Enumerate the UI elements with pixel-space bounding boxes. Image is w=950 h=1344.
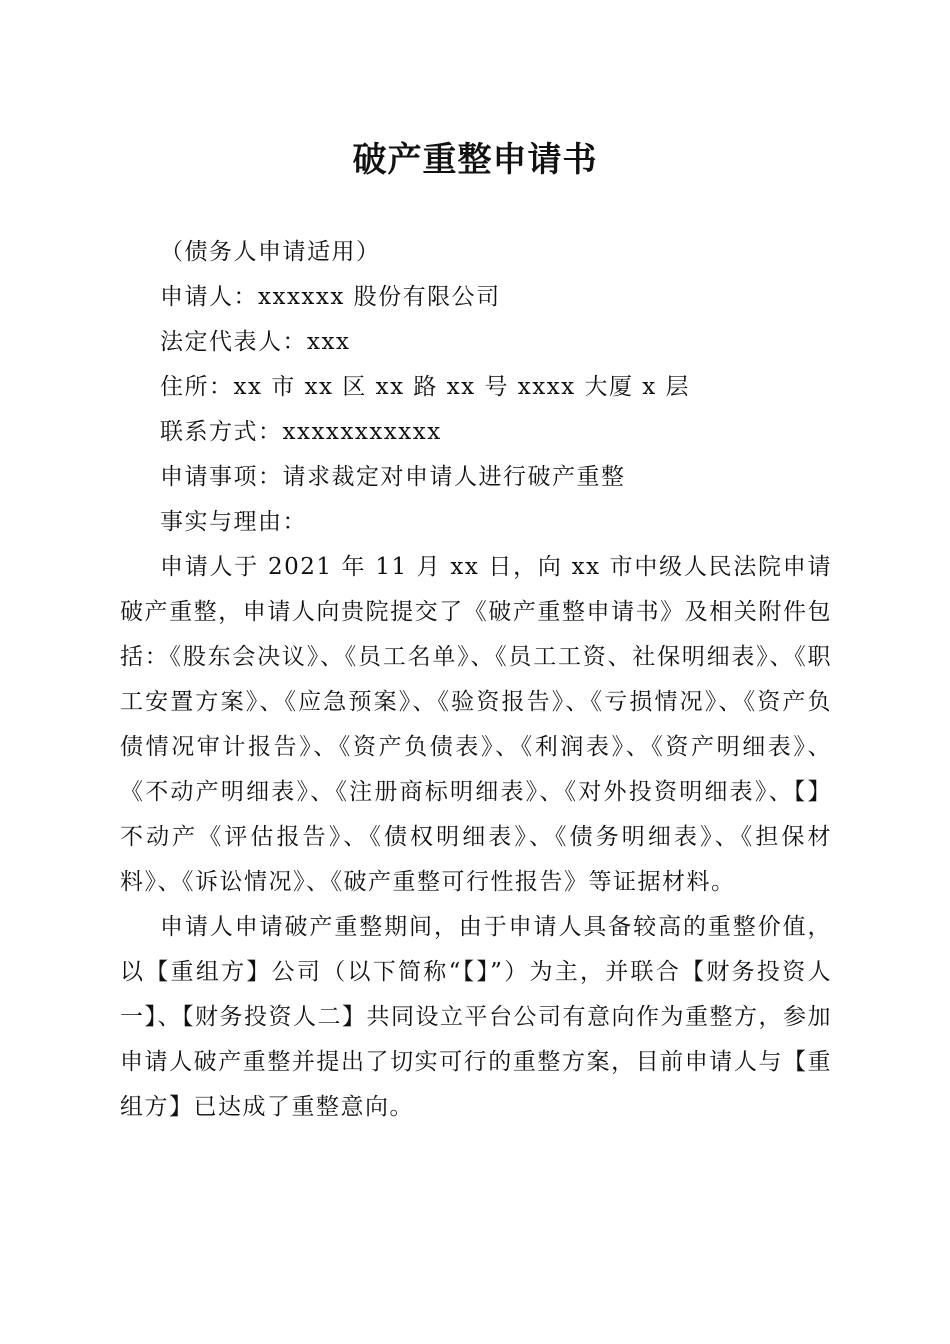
applicability-note: （债务人申请适用） bbox=[160, 239, 381, 265]
document-body bbox=[120, 230, 832, 1130]
legal-representative-line: 法定代表人：xxx bbox=[160, 329, 351, 355]
contact-line: 联系方式：xxxxxxxxxxx bbox=[160, 419, 442, 445]
applicant-line: 申请人：xxxxxx 股份有限公司 bbox=[160, 284, 501, 310]
facts-paragraph-2: 申请人申请破产重整期间，由于申请人具备较高的重整价值，以【重组方】公司（以下简称“【】”）为主，并联合【财务投资人一】、【财务投资人二】共同设立平台公司有意向作为重整方，参加申请人破产重整并提出了切实可行的重整方案，目前申请人与【重组方】已达成了重整意向。 bbox=[120, 914, 832, 1120]
facts-paragraph-1: 申请人于 2021 年 11 月 xx 日，向 xx 市中级人民法院申请破产重整，申请人向贵院提交了《破产重整申请书》及相关附件包括：《股东会决议》、《员工名单》、《员工工资、社保明细表》、《职工安置方案》、《应急预案》、《验资报告》、《亏损情况》、《资产负债情况审计报告》、《资产负债表》、《利润表》、《资产明细表》、《不动产明细表》、《注册商标明细表》、《对外投资明细表》、【】不动产《评估报告》、《债权明细表》、《债务明细表》、《担保材料》、《诉讼情况》、《破产重整可行性报告》等证据材料。 bbox=[120, 554, 832, 895]
facts-heading: 事实与理由： bbox=[160, 509, 307, 535]
document-title: 破产重整申请书 bbox=[352, 140, 598, 180]
address-line: 住所：xx 市 xx 区 xx 路 xx 号 xxxx 大厦 x 层 bbox=[160, 374, 691, 400]
request-line: 申请事项：请求裁定对申请人进行破产重整 bbox=[160, 464, 626, 490]
